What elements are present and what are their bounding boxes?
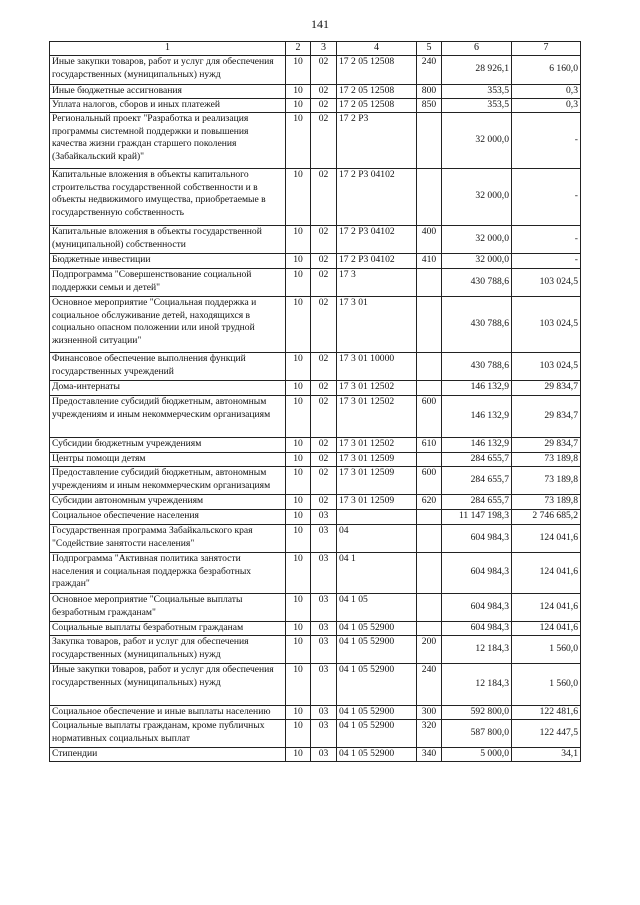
expense-type-code: 600 <box>417 466 442 494</box>
header-cell: 5 <box>417 42 442 56</box>
subsection-code: 02 <box>311 168 337 225</box>
item-name: Социальное обеспечение и иные выплаты населению <box>50 705 286 719</box>
table-row <box>50 719 581 747</box>
amount-year2: - <box>512 112 581 168</box>
amount-year2: 73 189,8 <box>512 494 581 509</box>
subsection-code: 03 <box>311 719 337 747</box>
amount-year2: - <box>512 225 581 253</box>
amount-year2: 103 024,5 <box>512 352 581 380</box>
target-article-code: 04 1 05 52900 <box>337 635 417 663</box>
item-name: Иные закупки товаров, работ и услуг для обеспечения государственных (муниципальных) нужд <box>50 55 286 84</box>
table-row <box>50 452 581 466</box>
item-name: Подпрограмма "Активная политика занятости населения и социальная поддержка безработных граждан" <box>50 552 286 593</box>
header-cell: 1 <box>50 42 286 56</box>
item-name: Предоставление субсидий бюджетным, автономным учреждениям и иным некоммерческим организациям <box>50 395 286 437</box>
expense-type-code: 620 <box>417 494 442 509</box>
section-code: 10 <box>286 593 311 621</box>
target-article-code: 17 3 01 12509 <box>337 452 417 466</box>
section-code: 10 <box>286 98 311 112</box>
amount-year2: - <box>512 168 581 225</box>
section-code: 10 <box>286 635 311 663</box>
expense-type-code: 300 <box>417 705 442 719</box>
section-code: 10 <box>286 55 311 84</box>
section-code: 10 <box>286 705 311 719</box>
item-name: Социальные выплаты гражданам, кроме публичных нормативных социальных выплат <box>50 719 286 747</box>
table-row <box>50 705 581 719</box>
target-article-code: 04 1 05 52900 <box>337 621 417 635</box>
expense-type-code <box>417 552 442 593</box>
amount-year2: 73 189,8 <box>512 452 581 466</box>
section-code: 10 <box>286 296 311 352</box>
page-number: 141 <box>311 17 329 31</box>
amount-year2: 2 746 685,2 <box>512 509 581 524</box>
subsection-code: 02 <box>311 395 337 437</box>
section-code: 10 <box>286 112 311 168</box>
amount-year1: 32 000,0 <box>442 253 512 268</box>
item-name: Капитальные вложения в объекты капитального строительства государственной собственности и в объекты недвижимого имущества, приобретаемые в государственную собственность <box>50 168 286 225</box>
amount-year1: 146 132,9 <box>442 380 512 395</box>
expense-type-code: 200 <box>417 635 442 663</box>
section-code: 10 <box>286 452 311 466</box>
item-name: Региональный проект "Разработка и реализация программы системной поддержки и повышения качества жизни граждан старшего поколения (Забайкальский край)" <box>50 112 286 168</box>
expense-type-code <box>417 296 442 352</box>
header-cell: 6 <box>442 42 512 56</box>
table-row <box>50 437 581 452</box>
subsection-code: 02 <box>311 112 337 168</box>
expense-type-code <box>417 380 442 395</box>
table-row <box>50 621 581 635</box>
target-article-code: 04 1 <box>337 552 417 593</box>
subsection-code: 03 <box>311 593 337 621</box>
item-name: Закупка товаров, работ и услуг для обеспечения государственных (муниципальных) нужд <box>50 635 286 663</box>
subsection-code: 03 <box>311 635 337 663</box>
table-row <box>50 466 581 494</box>
section-code: 10 <box>286 747 311 761</box>
target-article-code: 17 3 01 12509 <box>337 466 417 494</box>
target-article-code: 17 2 P3 04102 <box>337 225 417 253</box>
table-row <box>50 296 581 352</box>
subsection-code: 02 <box>311 84 337 98</box>
amount-year1: 146 132,9 <box>442 437 512 452</box>
item-name: Субсидии бюджетным учреждениям <box>50 437 286 452</box>
section-code: 10 <box>286 719 311 747</box>
item-name: Социальные выплаты безработным гражданам <box>50 621 286 635</box>
amount-year1: 353,5 <box>442 98 512 112</box>
amount-year1: 604 984,3 <box>442 552 512 593</box>
table-row <box>50 494 581 509</box>
amount-year1: 604 984,3 <box>442 621 512 635</box>
section-code: 10 <box>286 352 311 380</box>
table-row <box>50 747 581 761</box>
amount-year2: 73 189,8 <box>512 466 581 494</box>
amount-year1: 284 655,7 <box>442 452 512 466</box>
amount-year2: 29 834,7 <box>512 437 581 452</box>
target-article-code: 17 2 P3 04102 <box>337 168 417 225</box>
table-row <box>50 112 581 168</box>
header-cell: 3 <box>311 42 337 56</box>
subsection-code: 02 <box>311 437 337 452</box>
subsection-code: 02 <box>311 466 337 494</box>
amount-year1: 32 000,0 <box>442 112 512 168</box>
table-row <box>50 84 581 98</box>
amount-year1: 284 655,7 <box>442 494 512 509</box>
amount-year2: 122 447,5 <box>512 719 581 747</box>
section-code: 10 <box>286 437 311 452</box>
item-name: Иные закупки товаров, работ и услуг для обеспечения государственных (муниципальных) нужд <box>50 663 286 705</box>
section-code: 10 <box>286 84 311 98</box>
subsection-code: 02 <box>311 452 337 466</box>
amount-year1: 146 132,9 <box>442 395 512 437</box>
expense-type-code: 410 <box>417 253 442 268</box>
amount-year1: 12 184,3 <box>442 635 512 663</box>
expense-type-code: 340 <box>417 747 442 761</box>
subsection-code: 03 <box>311 524 337 552</box>
expense-type-code <box>417 524 442 552</box>
amount-year2: 124 041,6 <box>512 552 581 593</box>
amount-year1: 12 184,3 <box>442 663 512 705</box>
section-code: 10 <box>286 380 311 395</box>
expense-type-code: 240 <box>417 55 442 84</box>
table-row <box>50 593 581 621</box>
amount-year1: 5 000,0 <box>442 747 512 761</box>
target-article-code: 17 3 01 12502 <box>337 437 417 452</box>
target-article-code: 04 1 05 52900 <box>337 747 417 761</box>
table-row <box>50 663 581 705</box>
expense-type-code <box>417 509 442 524</box>
table-row <box>50 98 581 112</box>
section-code: 10 <box>286 494 311 509</box>
expense-type-code: 320 <box>417 719 442 747</box>
amount-year2: 0,3 <box>512 98 581 112</box>
table-row <box>50 168 581 225</box>
subsection-code: 03 <box>311 705 337 719</box>
amount-year2: 103 024,5 <box>512 296 581 352</box>
header-cell: 4 <box>337 42 417 56</box>
amount-year1: 11 147 198,3 <box>442 509 512 524</box>
item-name: Иные бюджетные ассигнования <box>50 84 286 98</box>
item-name: Уплата налогов, сборов и иных платежей <box>50 98 286 112</box>
subsection-code: 02 <box>311 296 337 352</box>
subsection-code: 02 <box>311 268 337 296</box>
target-article-code: 17 2 05 12508 <box>337 84 417 98</box>
target-article-code: 17 3 01 12509 <box>337 494 417 509</box>
section-code: 10 <box>286 466 311 494</box>
target-article-code: 04 1 05 52900 <box>337 663 417 705</box>
amount-year1: 430 788,6 <box>442 352 512 380</box>
subsection-code: 03 <box>311 663 337 705</box>
section-code: 10 <box>286 509 311 524</box>
amount-year2: 124 041,6 <box>512 621 581 635</box>
table-row <box>50 268 581 296</box>
item-name: Стипендии <box>50 747 286 761</box>
target-article-code <box>337 509 417 524</box>
section-code: 10 <box>286 621 311 635</box>
item-name: Социальное обеспечение населения <box>50 509 286 524</box>
subsection-code: 03 <box>311 509 337 524</box>
subsection-code: 03 <box>311 552 337 593</box>
subsection-code: 02 <box>311 352 337 380</box>
target-article-code: 17 3 01 12502 <box>337 380 417 395</box>
item-name: Финансовое обеспечение выполнения функций государственных учреждений <box>50 352 286 380</box>
amount-year2: 124 041,6 <box>512 593 581 621</box>
amount-year1: 430 788,6 <box>442 268 512 296</box>
expense-type-code <box>417 268 442 296</box>
budget-table <box>49 41 581 762</box>
table-row <box>50 635 581 663</box>
target-article-code: 17 2 05 12508 <box>337 98 417 112</box>
expense-type-code <box>417 593 442 621</box>
subsection-code: 02 <box>311 98 337 112</box>
target-article-code: 17 2 P3 <box>337 112 417 168</box>
item-name: Капитальные вложения в объекты государственной (муниципальной) собственности <box>50 225 286 253</box>
target-article-code: 17 3 01 12502 <box>337 395 417 437</box>
expense-type-code: 400 <box>417 225 442 253</box>
table-row <box>50 352 581 380</box>
section-code: 10 <box>286 524 311 552</box>
item-name: Центры помощи детям <box>50 452 286 466</box>
header-cell: 2 <box>286 42 311 56</box>
target-article-code: 17 2 P3 04102 <box>337 253 417 268</box>
section-code: 10 <box>286 395 311 437</box>
table-row <box>50 509 581 524</box>
subsection-code: 03 <box>311 747 337 761</box>
target-article-code: 04 <box>337 524 417 552</box>
expense-type-code: 610 <box>417 437 442 452</box>
amount-year1: 604 984,3 <box>442 524 512 552</box>
table-row <box>50 395 581 437</box>
item-name: Субсидии автономным учреждениям <box>50 494 286 509</box>
table-row <box>50 524 581 552</box>
item-name: Основное мероприятие "Социальные выплаты безработным гражданам" <box>50 593 286 621</box>
amount-year2: 6 160,0 <box>512 55 581 84</box>
amount-year1: 32 000,0 <box>442 168 512 225</box>
expense-type-code <box>417 452 442 466</box>
item-name: Предоставление субсидий бюджетным, автономным учреждениям и иным некоммерческим организациям <box>50 466 286 494</box>
amount-year2: 29 834,7 <box>512 395 581 437</box>
amount-year1: 592 800,0 <box>442 705 512 719</box>
table-row <box>50 225 581 253</box>
amount-year2: 29 834,7 <box>512 380 581 395</box>
table-body <box>50 55 581 761</box>
target-article-code: 04 1 05 <box>337 593 417 621</box>
expense-type-code <box>417 168 442 225</box>
expense-type-code <box>417 352 442 380</box>
table-row <box>50 380 581 395</box>
section-code: 10 <box>286 552 311 593</box>
target-article-code: 17 3 01 10000 <box>337 352 417 380</box>
amount-year2: 122 481,6 <box>512 705 581 719</box>
amount-year1: 28 926,1 <box>442 55 512 84</box>
expense-type-code: 240 <box>417 663 442 705</box>
section-code: 10 <box>286 225 311 253</box>
expense-type-code <box>417 112 442 168</box>
amount-year2: 1 560,0 <box>512 663 581 705</box>
section-code: 10 <box>286 253 311 268</box>
section-code: 10 <box>286 663 311 705</box>
amount-year2: 0,3 <box>512 84 581 98</box>
subsection-code: 03 <box>311 621 337 635</box>
table-row <box>50 253 581 268</box>
expense-type-code: 850 <box>417 98 442 112</box>
target-article-code: 04 1 05 52900 <box>337 705 417 719</box>
subsection-code: 02 <box>311 225 337 253</box>
amount-year2: 34,1 <box>512 747 581 761</box>
item-name: Основное мероприятие "Социальная поддержка и социальное обслуживание детей, находящихся в социально опасном положении или иной трудной жизненной ситуации" <box>50 296 286 352</box>
subsection-code: 02 <box>311 253 337 268</box>
section-code: 10 <box>286 268 311 296</box>
item-name: Бюджетные инвестиции <box>50 253 286 268</box>
table-row <box>50 552 581 593</box>
subsection-code: 02 <box>311 55 337 84</box>
header-cell: 7 <box>512 42 581 56</box>
amount-year2: 124 041,6 <box>512 524 581 552</box>
expense-type-code <box>417 621 442 635</box>
section-code: 10 <box>286 168 311 225</box>
target-article-code: 04 1 05 52900 <box>337 719 417 747</box>
item-name: Дома-интернаты <box>50 380 286 395</box>
amount-year1: 32 000,0 <box>442 225 512 253</box>
target-article-code: 17 3 <box>337 268 417 296</box>
expense-type-code: 800 <box>417 84 442 98</box>
amount-year1: 353,5 <box>442 84 512 98</box>
amount-year1: 430 788,6 <box>442 296 512 352</box>
amount-year2: 103 024,5 <box>512 268 581 296</box>
amount-year1: 284 655,7 <box>442 466 512 494</box>
amount-year2: 1 560,0 <box>512 635 581 663</box>
item-name: Подпрограмма "Совершенствование социальной поддержки семьи и детей" <box>50 268 286 296</box>
header-row <box>50 42 581 56</box>
target-article-code: 17 3 01 <box>337 296 417 352</box>
subsection-code: 02 <box>311 380 337 395</box>
target-article-code: 17 2 05 12508 <box>337 55 417 84</box>
table-row <box>50 55 581 84</box>
amount-year1: 604 984,3 <box>442 593 512 621</box>
amount-year1: 587 800,0 <box>442 719 512 747</box>
expense-type-code: 600 <box>417 395 442 437</box>
amount-year2: - <box>512 253 581 268</box>
subsection-code: 02 <box>311 494 337 509</box>
item-name: Государственная программа Забайкальского края "Содействие занятости населения" <box>50 524 286 552</box>
